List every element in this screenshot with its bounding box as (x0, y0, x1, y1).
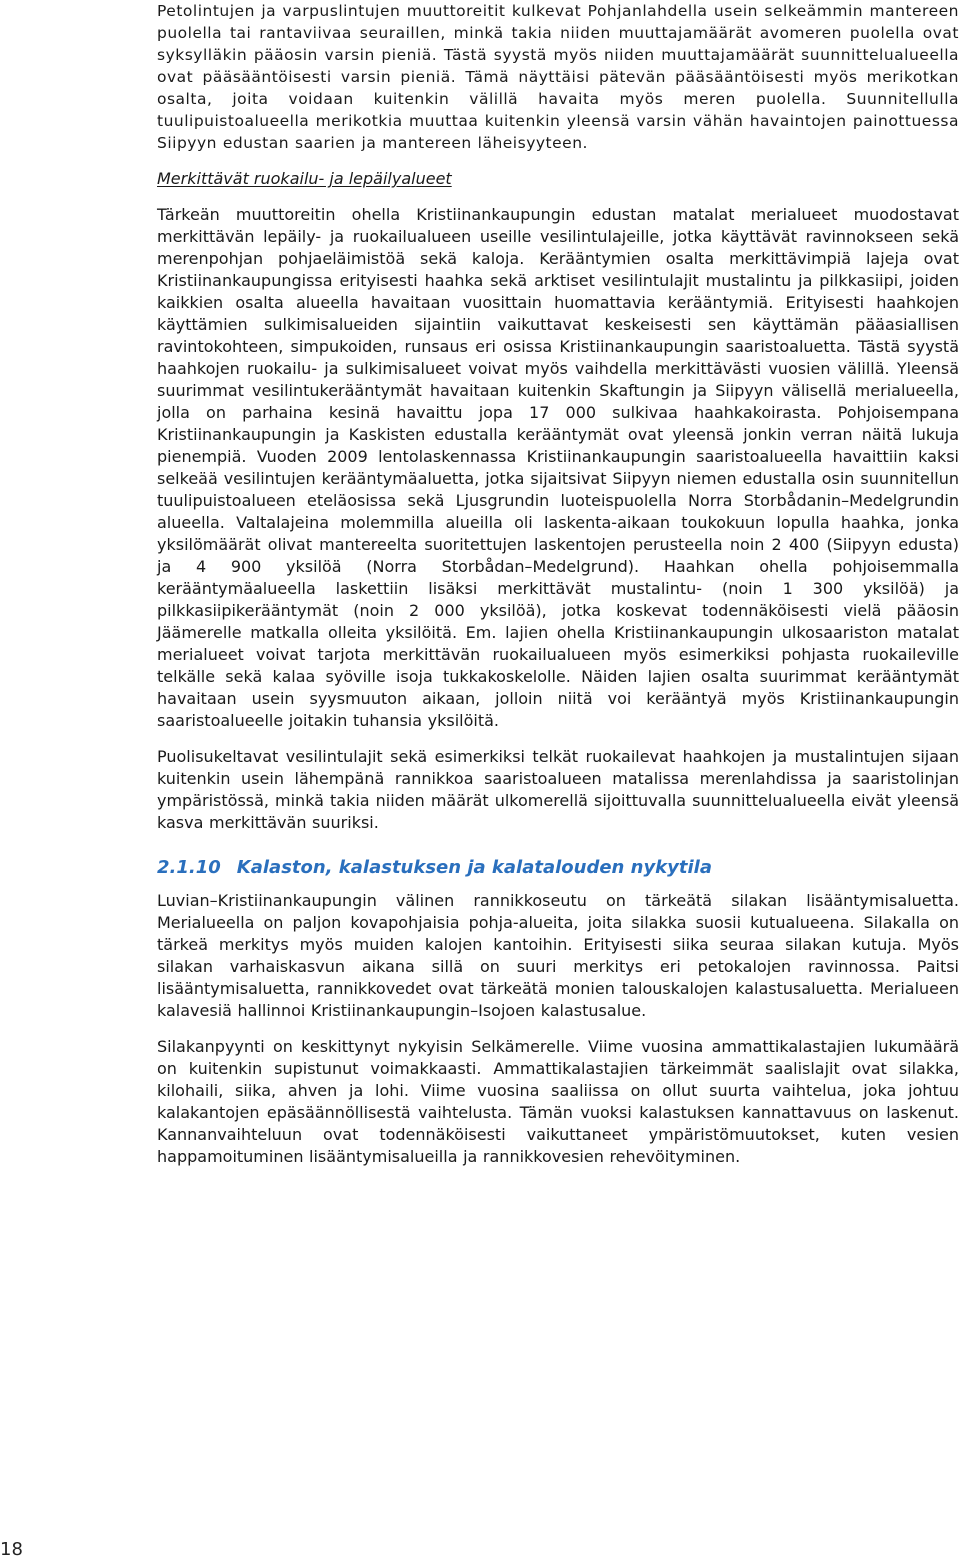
section-title: Kalaston, kalastuksen ja kalatalouden nykytila (236, 857, 712, 878)
section-paragraph-2: Silakanpyynti on keskittynyt nykyisin Selkämerelle. Viime vuosina ammattikalastajien lukumäärä on kuitenkin supistunut voimakkaasti. Ammattikalastajien tärkeimmät saalislajit ovat silakka, kilohaili, siika, ahven ja lohi. Viime vuosina saaliissa on ollut suurta vaihtelua, joka johtuu kalakantojen epäsäännöllisestä vaihtelusta. Tämän vuoksi kalastuksen kannattavuus on laskenut. Kannanvaihteluun ovat todennäköisesti vaikuttaneet ympäristömuutokset, kuten vesien happamoituminen lisääntymisalueilla ja rannikkovesien rehevöityminen. (157, 1037, 959, 1166)
document-body (157, 0, 959, 1168)
section-paragraph-1: Luvian–Kristiinankaupungin välinen rannikkoseutu on tärkeätä silakan lisääntymisaluetta. Merialueella on paljon kovapohjaisia pohja-alueita, joita silakka suosii kutualueena. Silakalla on tärkeä merkitys myös muiden kalojen kantoihin. Erityisesti siika seuraa silakan kutuja. Myös silakan varhaiskasvun aikana sillä on suuri merkitys eri petokalojen ravinnossa. Paitsi lisääntymisaluetta, rannikkovedet ovat tärkeätä monien talouskalojen kalastusaluetta. Merialueen kalavesiä hallinnoi Kristiinankaupungin–Isojoen kalastusalue. (157, 891, 959, 1020)
body-paragraph-2: Puolisukeltavat vesilintulajit sekä esimerkiksi telkät ruokailevat haahkojen ja mustalintujen sijaan kuitenkin usein lähempänä rannikkoa saaristoalueen matalissa merenlahdissa ja saaristolinjan ympäristössä, minkä takia niiden määrät ulkomerellä sijoittuvalla suunnittelualueella eivät yleensä kasva merkittävän suuriksi. (157, 747, 959, 832)
section-heading (157, 856, 959, 880)
subheading-feeding-areas: Merkittävät ruokailu- ja lepäilyalueet (157, 169, 452, 188)
intro-paragraph: Petolintujen ja varpuslintujen muuttoreitit kulkevat Pohjanlahdella usein selkeämmin mantereen puolella tai rantaviivaa seuraillen, minkä takia niiden muuttajamäärät avomeren puolella ovat syksylläkin pääosin varsin pieniä. Tästä syystä myös niiden muuttajamäärät suunnittelualueella ovat pääsääntöisesti varsin pieniä. Tämä näyttäisi pätevän pääsääntöisesti myös merikotkan osalta, joita voidaan kuitenkin välillä havaita myös meren puolella. Suunnitellulla tuulipuistoalueella merikotkia muuttaa kuitenkin yleensä varsin vähän havaintojen painottuessa Siipyyn edustan saarien ja mantereen läheisyyteen. (157, 2, 959, 152)
section-number: 2.1.10 (157, 857, 221, 878)
page-number: 18 (0, 1539, 23, 1560)
body-paragraph-1: Tärkeän muuttoreitin ohella Kristiinankaupungin edustan matalat merialueet muodostavat merkittävän lepäily- ja ruokailualueen useille vesilintulajeille, jotka käyttävät ravinnokseen sekä merenpohjan pohjaeläimistöä sekä kaloja. Kerääntymien osalta merkittävimpiä lajeja ovat Kristiinankaupungissa erityisesti haahka sekä arktiset vesilintulajit mustalintu ja pilkkasiipi, joiden kaikkien osalta alueella havaitaan vuosittain huomattavia kerääntymiä. Erityisesti haahkojen käyttämien sulkimisalueiden sijaintiin vaikuttavat keskeisesti sen käyttämän pääasiallisen ravintokohteen, simpukoiden, runsaus eri osissa Kristiinankaupungin saaristoaluetta. Tästä syystä haahkojen ruokailu- ja sulkimisalueet voivat myös vaihdella merkittävästi vuosien välillä. Yleensä suurimmat vesilintukerääntymät havaitaan kuitenkin Skaftungin ja Siipyyn välisellä merialueella, jolla on parhaina kesinä havaittu jopa 17 000 sulkivaa haahkakoirasta. Pohjoisempana Kristiinankaupungin ja Kaskisten edustalla kerääntymät ovat yleensä jonkin verran näitä lukuja pienempiä. Vuoden 2009 lentolaskennassa Kristiinankaupungin saaristoalueella havaittiin kaksi selkeää vesilintujen kerääntymäaluetta, jotka sijaitsivat Siipyyn niemen edustalla osin suunnitellun tuulipuistoalueen eteläosissa sekä Ljusgrundin luoteispuolella Norra Storbådanin–Medelgrundin alueella. Valtalajeina molemmilla alueilla oli laskenta-aikaan toukokuun lopulla haahka, jonka yksilömäärät olivat mantereelta suoritettujen laskentojen perusteella noin 2 400 (Siipyyn edusta) ja 4 900 yksilöä (Norra Storbådan–Medelgrund). Haahkan ohella pohjoisemmalla kerääntymäalueella laskettiin lisäksi merkittävät mustalintu- (noin 1 300 yksilöä) ja pilkkasiipikerääntymät (noin 2 000 yksilöä), jotka koskevat todennäköisesti vielä pääosin Jäämerelle matkalla olleita yksilöitä. Em. lajien ohella Kristiinankaupungin ulkosaariston matalat merialueet voivat tarjota merkittävän ruokailualueen myös esimerkiksi pohjasta ruokaileville telkälle sekä kalaa syöville isoja tukkakoskelolle. Näiden lajien osalta suurimmat kerääntymät havaitaan usein syysmuuton aikaan, jolloin niitä voi kerääntyä myös Kristiinankaupungin saaristoalueelle joitakin tuhansia yksilöitä. (157, 205, 959, 730)
